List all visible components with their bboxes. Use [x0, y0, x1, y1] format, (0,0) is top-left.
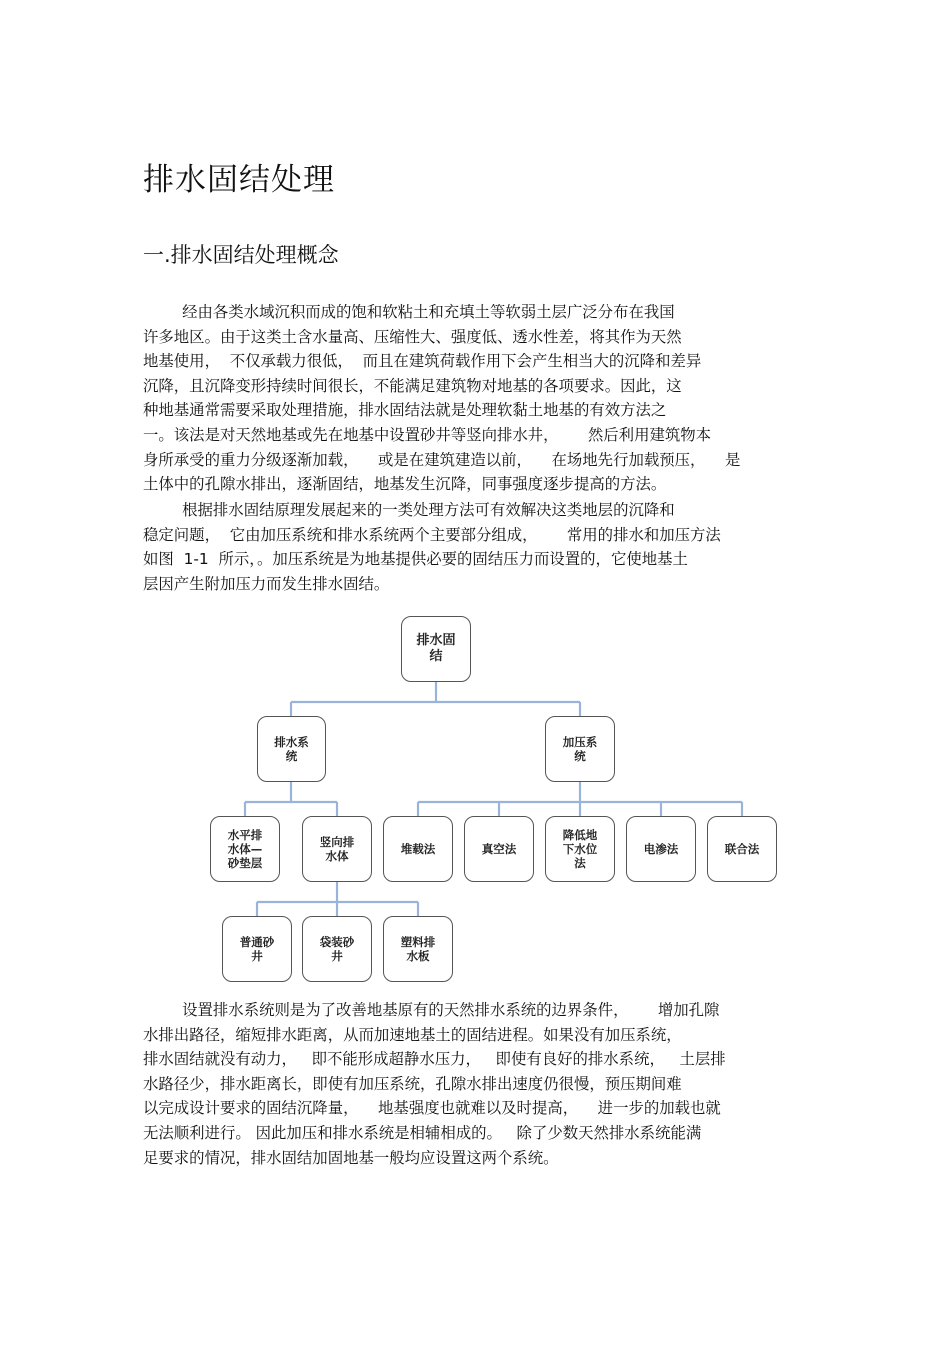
text-line: 一。该法是对天然地基或先在地基中设置砂井等竖向排水井， 然后利用建筑物本: [143, 425, 712, 444]
node-groundwater-lowering: 降低地 下水位 法: [545, 816, 615, 882]
node-drainage-system: 排水系 统: [257, 716, 326, 782]
paragraph-2: [143, 498, 823, 596]
node-bagged-sand-well: 袋装砂 井: [302, 916, 372, 982]
text-line: 无法顺利进行。 因此加压和排水系统是相辅相成的。 除了少数天然排水系统能满: [143, 1123, 702, 1142]
node-vertical-drain: 竖向排 水体: [302, 816, 372, 882]
text-line: 经由各类水域沉积而成的饱和软粘土和充填土等软弱土层广泛分布在我国: [143, 303, 675, 321]
node-horizontal-drain: 水平排 水体— 砂垫层: [210, 816, 280, 882]
node-plastic-drain-board: 塑料排 水板: [383, 916, 453, 982]
text-line: 种地基通常需要采取处理措施，排水固结法就是处理软黏土地基的有效方法之: [143, 401, 667, 420]
text-line: 设置排水系统则是为了改善地基原有的天然排水系统的边界条件， 增加孔隙: [143, 1001, 720, 1019]
paragraph-3: [143, 998, 823, 1170]
page-title: 排水固结处理: [143, 162, 335, 198]
text-line: 水排出路径，缩短排水距离，从而加速地基土的固结进程。如果没有加压系统，: [143, 1025, 682, 1044]
text-line: 足要求的情况，排水固结加固地基一般均应设置这两个系统。: [143, 1148, 559, 1167]
node-combined-method: 联合法: [707, 816, 777, 882]
node-ordinary-sand-well: 普通砂 井: [222, 916, 292, 982]
text-line: 以完成设计要求的固结沉降量， 地基强度也就难以及时提高， 进一步的加载也就: [143, 1099, 721, 1118]
node-drainage-consolidation: 排水固 结: [401, 616, 471, 682]
paragraph-1: [143, 300, 823, 497]
node-loading-system: 加压系 统: [545, 716, 615, 782]
text-line: 根据排水固结原理发展起来的一类处理方法可有效解决这类地层的沉降和: [143, 501, 675, 519]
text-line: 稳定问题， 它由加压系统和排水系统两个主要部分组成， 常用的排水和加压方法: [143, 525, 721, 544]
node-surcharge-method: 堆载法: [383, 816, 453, 882]
text-line: 沉降，且沉降变形持续时间很长，不能满足建筑物对地基的各项要求。因此，这: [143, 376, 682, 395]
text-line: 排水固结就没有动力， 即不能形成超静水压力， 即使有良好的排水系统， 土层排: [143, 1050, 726, 1069]
node-vacuum-method: 真空法: [464, 816, 534, 882]
text-line: 如图 1-1 所示，。加压系统是为地基提供必要的固结压力而设置的，它使地基土: [143, 550, 688, 569]
section-heading: 一.排水固结处理概念: [143, 243, 339, 267]
text-line: 身所承受的重力分级逐渐加载， 或是在建筑建造以前， 在场地先行加载预压， 是: [143, 450, 741, 469]
text-line: 许多地区。由于这类土含水量高、压缩性大、强度低、透水性差，将其作为天然: [143, 327, 682, 346]
text-line: 地基使用， 不仅承载力很低， 而且在建筑荷载作用下会产生相当大的沉降和差异: [143, 352, 702, 371]
text-line: 层因产生附加压力而发生排水固结。: [143, 574, 390, 593]
node-electro-osmosis: 电渗法: [626, 816, 696, 882]
text-line: 土体中的孔隙水排出，逐渐固结，地基发生沉降，同事强度逐步提高的方法。: [143, 475, 667, 494]
text-line: 水路径少，排水距离长，即使有加压系统，孔隙水排出速度仍很慢，预压期间难: [143, 1074, 682, 1093]
